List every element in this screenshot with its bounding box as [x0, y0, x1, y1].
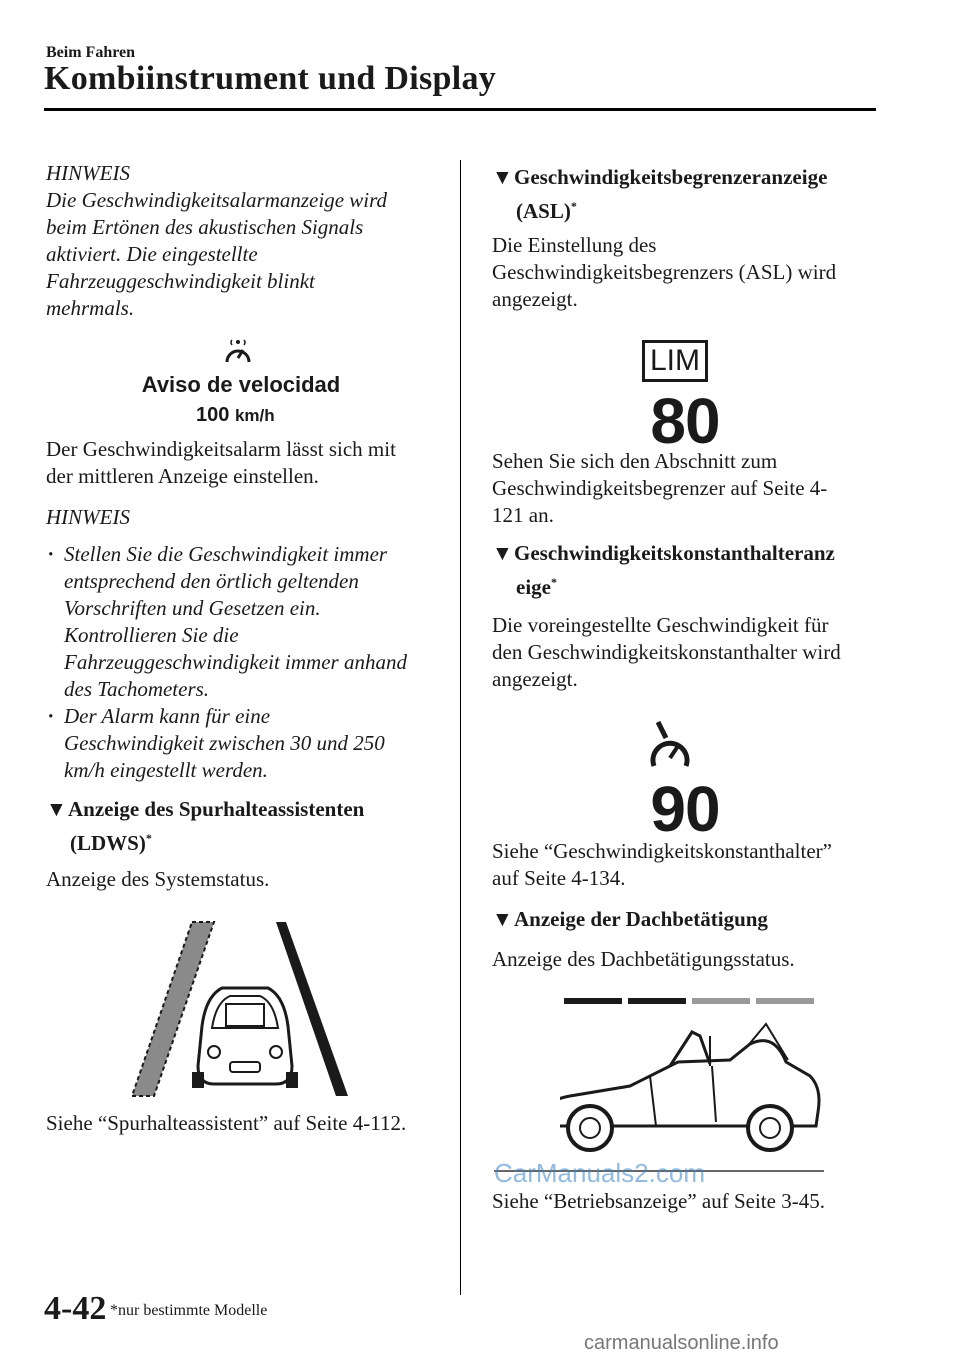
- heading-text: (ASL): [516, 199, 571, 223]
- page-number: 4-42: [44, 1290, 107, 1327]
- asl-ref: [492, 448, 872, 529]
- bullet-line: entsprechend den örtlich geltenden: [64, 569, 359, 593]
- roof-ref: Siehe “Betriebsanzeige” auf Seite 3-45.: [492, 1189, 825, 1213]
- section-label: Beim Fahren: [46, 44, 136, 61]
- paragraph-line: Sehen Sie sich den Abschnitt zum: [492, 449, 778, 473]
- aviso-value: 100: [196, 404, 230, 426]
- note-line: beim Ertönen des akustischen Signals: [46, 215, 364, 239]
- aviso-unit: km/h: [234, 406, 275, 425]
- footnote: *nur bestimmte Modelle: [110, 1302, 268, 1319]
- paragraph-line: Geschwindigkeitsbegrenzer auf Seite 4-: [492, 476, 828, 500]
- heading-text: Geschwindigkeitsbegrenzeranzeige: [514, 165, 828, 189]
- footnote-star: *: [570, 199, 577, 213]
- bullet-line: Kontrollieren Sie die: [64, 623, 239, 647]
- ldws-heading: [46, 792, 456, 860]
- asl-heading: [492, 160, 872, 228]
- bullet-line: Fahrzeuggeschwindigkeit immer anhand: [64, 650, 407, 674]
- note-bullet: [46, 541, 451, 703]
- triangle-icon: ▼: [46, 797, 67, 821]
- heading-text: (LDWS): [70, 831, 146, 855]
- ldws-text: Anzeige des Systemstatus.: [46, 867, 270, 891]
- asl-speed-value: 80: [650, 385, 720, 457]
- paragraph-line: den Geschwindigkeitskonstanthalter wird: [492, 640, 841, 664]
- triangle-icon: ▼: [492, 165, 513, 189]
- bullet-line: km/h eingestellt werden.: [64, 758, 268, 782]
- aviso-title: Aviso de velocidad: [141, 372, 341, 397]
- triangle-icon: ▼: [492, 541, 513, 565]
- heading-text: Anzeige des Spurhalteassistenten: [68, 797, 365, 821]
- heading-text: eige: [516, 575, 551, 599]
- footnote-star: *: [550, 575, 557, 589]
- note-bullet: [46, 703, 451, 784]
- paragraph-line: Die voreingestellte Geschwindigkeit für: [492, 613, 829, 637]
- retractable-roof-car-icon: [560, 996, 822, 1166]
- note-title: HINWEIS: [46, 161, 130, 185]
- paragraph-line: angezeigt.: [492, 287, 578, 311]
- ldws-ref: Siehe “Spurhalteassistent” auf Seite 4-112.: [46, 1111, 407, 1135]
- heading-text: Anzeige der Dachbetätigung: [514, 907, 768, 931]
- paragraph-line: auf Seite 4-134.: [492, 866, 626, 890]
- cruise-text: [492, 612, 872, 693]
- paragraph-line: Geschwindigkeitsbegrenzers (ASL) wird: [492, 260, 837, 284]
- bullet-line: des Tachometers.: [64, 677, 210, 701]
- paragraph-line: 121 an.: [492, 503, 554, 527]
- bullet-line: · Der Alarm kann für eine: [64, 704, 271, 728]
- asl-text: [492, 232, 872, 313]
- note-line: aktiviert. Die eingestellte: [46, 242, 258, 266]
- site-watermark: CarManuals2.com: [494, 1158, 705, 1188]
- lane-departure-car-icon: [126, 916, 350, 1100]
- speed-alarm-paragraph: [46, 436, 446, 490]
- paragraph-line: angezeigt.: [492, 667, 578, 691]
- roof-text: Anzeige des Dachbetätigungsstatus.: [492, 947, 795, 971]
- note-line: Die Geschwindigkeitsalarmanzeige wird: [46, 188, 388, 212]
- cruise-heading: [492, 536, 872, 604]
- paragraph-line: Die Einstellung des: [492, 233, 657, 257]
- paragraph-line: Der Geschwindigkeitsalarm lässt sich mit: [46, 437, 396, 461]
- bullet-line: · Stellen Sie die Geschwindigkeit immer: [64, 542, 388, 566]
- note-block: [46, 504, 451, 784]
- cruise-speed-value: 90: [650, 773, 720, 845]
- title-rule: [44, 108, 876, 111]
- note-line: Fahrzeuggeschwindigkeit blinkt: [46, 269, 315, 293]
- chapter-title: Kombiinstrument und Display: [44, 60, 497, 97]
- triangle-icon: ▼: [492, 907, 513, 931]
- bullet-line: Geschwindigkeit zwischen 30 und 250: [64, 731, 385, 755]
- bullet-line: Vorschriften und Gesetzen ein.: [64, 596, 321, 620]
- speedometer-alarm-icon: [222, 338, 254, 368]
- left-column: [46, 160, 446, 322]
- roof-heading: [492, 902, 872, 936]
- heading-text: Geschwindigkeitskonstanthalteranz: [514, 541, 835, 565]
- cruise-ref: [492, 838, 872, 892]
- footnote-star: *: [145, 831, 152, 845]
- paragraph-line: Siehe “Geschwindigkeitskonstanthalter”: [492, 839, 832, 863]
- note-line: mehrmals.: [46, 296, 135, 320]
- lim-badge: LIM: [642, 340, 708, 382]
- paragraph-line: der mittleren Anzeige einstellen.: [46, 464, 319, 488]
- column-divider: [460, 160, 461, 1295]
- speedometer-cruise-icon: [648, 718, 692, 774]
- note-title: HINWEIS: [46, 505, 130, 529]
- aviso-speed: [196, 404, 275, 427]
- bottom-watermark: carmanualsonline.info: [584, 1332, 779, 1354]
